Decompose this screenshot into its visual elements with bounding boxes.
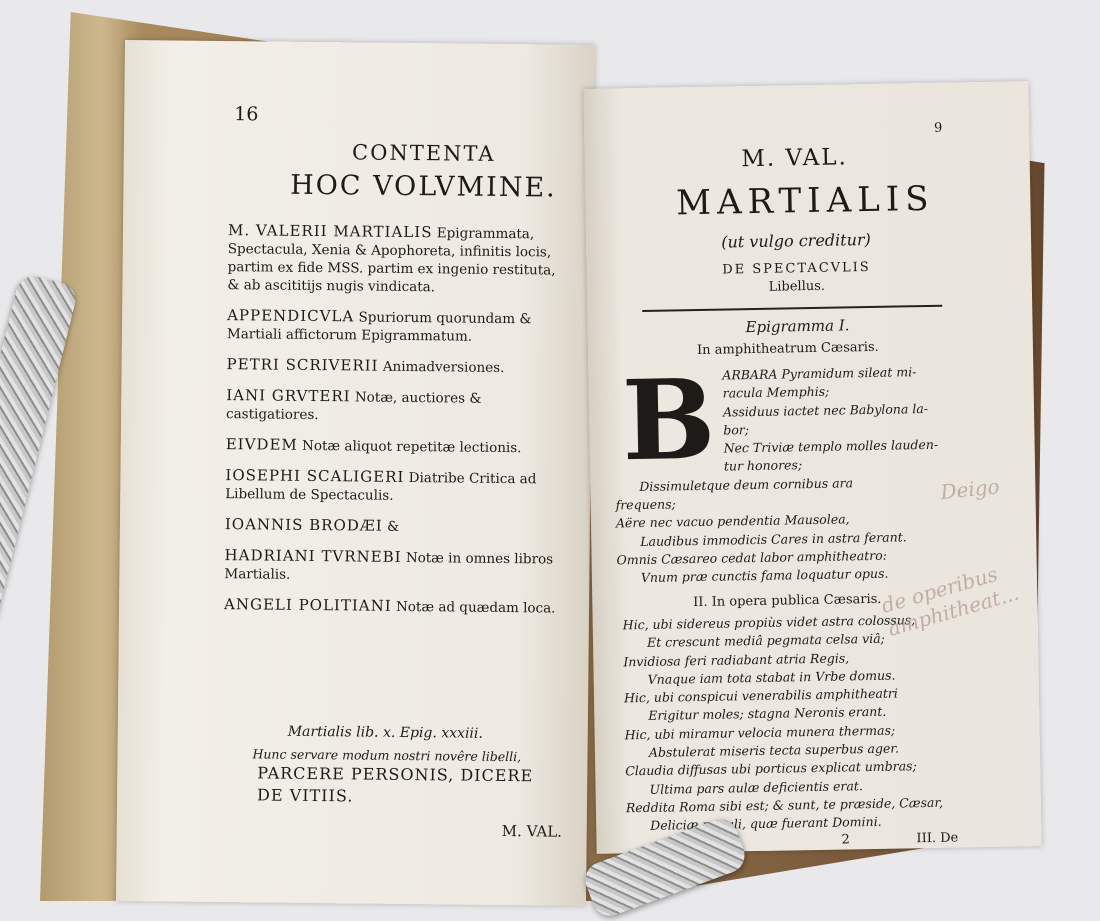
entry-text: Notæ, auctiores & castigatiores. xyxy=(226,389,482,424)
contents-subtitle: HOC VOLVMINE. xyxy=(290,169,557,204)
entry-text: & xyxy=(386,518,400,535)
verse-line: Hic, ubi conspicui venerabilis amphitheatri xyxy=(623,685,898,706)
contents-entry xyxy=(227,306,567,347)
signature: 2 xyxy=(841,832,850,848)
contents-title: CONTENTA xyxy=(352,140,496,166)
signature-mark: 9 xyxy=(933,120,943,136)
verse-line: Dissimuletque deum cornibus ara xyxy=(639,475,854,494)
entry-author: EIVDEM xyxy=(225,435,298,454)
entry-text: Notæ in omnes libros Martialis. xyxy=(224,549,554,583)
epigram-2 xyxy=(623,610,987,836)
page-number: 16 xyxy=(234,103,259,126)
verse-line: Reddita Roma sibi est; & sunt, te præside, Cæsar, xyxy=(625,794,944,816)
contents-entry xyxy=(224,546,564,587)
title-libellus: Libellus. xyxy=(768,278,826,295)
verse-line: Assiduus iactet nec Babylona la- xyxy=(722,400,929,420)
verse-line: Hic, ubi miramur velocia munera thermas; xyxy=(624,722,896,743)
contents-entry xyxy=(227,355,567,378)
verse-line: racula Memphis; xyxy=(722,383,830,401)
entry-text: Spuriorum quorundam & Martiali affictorum Epigrammatum. xyxy=(226,309,532,345)
quote-line: DE VITIIS. xyxy=(257,785,354,806)
entry-author: IANI GRVTERI xyxy=(226,386,351,406)
verse-line: Vnaque iam tota stabat in Vrbe domus. xyxy=(647,667,896,687)
title-name: MARTIALIS xyxy=(675,178,935,224)
entry-text: Epigrammata, Spectacula, Xenia & Apophoreta, infinitis locis, partim ex fide MSS. partim ex ingenio restituta, & ab ascititijs nugis vindicata. xyxy=(227,225,556,296)
entry-author: ANGELI POLITIANI xyxy=(224,595,392,615)
entry-author: HADRIANI TVRNEBI xyxy=(224,546,402,566)
quote-line: Hunc servare modum nostri novêre libelli, xyxy=(252,746,522,765)
verse-line: ARBARA Pyramidum sileat mi- xyxy=(722,364,917,383)
verse-line: Invidiosa feri radiabant atria Regis, xyxy=(623,649,850,669)
right-page xyxy=(583,81,1041,854)
contents-entry xyxy=(225,466,565,507)
epigram-title: II. In opera publica Cæsaris. xyxy=(693,591,882,611)
entry-text: Notæ ad quædam loca. xyxy=(395,598,556,617)
entry-author: M. VALERII MARTIALIS xyxy=(227,221,433,242)
contents-entry xyxy=(227,221,568,298)
verse-line: Claudia diffusas ubi porticus explicat umbras; xyxy=(625,758,917,779)
left-page xyxy=(116,40,595,906)
verse-line: Deliciæ populi, quæ fuerant Domini. xyxy=(650,814,882,834)
entry-author: PETRI SCRIVERII xyxy=(226,355,379,375)
handwritten-note: de operibus amphitheat... xyxy=(878,561,1022,641)
title-author: M. VAL. xyxy=(741,144,849,173)
verse-line: bor; xyxy=(723,421,750,438)
entry-text: Animadversiones. xyxy=(382,358,505,376)
entry-author: APPENDICVLA xyxy=(227,306,355,326)
epigram-title: In amphitheatrum Cæsaris. xyxy=(696,339,879,358)
verse-line: Hic, ubi sidereus propiùs videt astra colossus, xyxy=(622,612,916,633)
verse-line: frequens; xyxy=(615,496,676,513)
entry-text: Notæ aliquot repetitæ lectionis. xyxy=(302,437,522,457)
quote-line: PARCERE PERSONIS, DICERE xyxy=(257,763,534,786)
drop-cap: B xyxy=(621,354,717,486)
verse-line: Laudibus immodicis Cares in astra ferant. xyxy=(640,529,907,549)
verse-line: Nec Triviæ templo molles lauden- xyxy=(723,436,939,456)
verse-line: Aëre nec vacuo pendentia Mausolea, xyxy=(615,511,850,531)
verse-line: Et crescunt mediâ pegmata celsa viâ; xyxy=(646,631,885,651)
contents-entry xyxy=(225,515,565,538)
title-work: DE SPECTACVLIS xyxy=(722,259,871,278)
contents-entry xyxy=(226,386,566,427)
catchword: III. De xyxy=(916,830,959,847)
catchword: M. VAL. xyxy=(501,821,563,841)
verse-line: Ultima pars aulæ deficientis erat. xyxy=(649,777,863,797)
verse-line: tur honores; xyxy=(723,457,803,475)
entry-text: Diatribe Critica ad Libellum de Spectaculis. xyxy=(225,469,537,504)
contents-entry xyxy=(224,595,564,618)
verse-line: Vnum præ cunctis fama loquatur opus. xyxy=(640,565,889,586)
contents-entry xyxy=(226,435,566,458)
rule-divider xyxy=(642,305,942,312)
entry-author: IOANNIS BRODÆI xyxy=(224,515,383,535)
handwritten-note: Deigo xyxy=(939,474,1001,505)
entry-author: IOSEPHI SCALIGERI xyxy=(225,466,405,486)
contents-list xyxy=(224,221,568,630)
verse-line: Abstulerat miseris tecta superbus ager. xyxy=(648,740,899,760)
epigram-1 xyxy=(613,354,977,588)
epigram-heading: Epigramma I. xyxy=(745,316,850,337)
verse-line: Omnis Cæsareo cedat labor amphitheatro: xyxy=(616,547,888,568)
title-note: (ut vulgo creditur) xyxy=(721,229,871,252)
verse-line: Erigitur moles; stagna Neronis erant. xyxy=(648,704,887,724)
quote-reference: Martialis lib. x. Epig. xxxiii. xyxy=(287,723,483,742)
